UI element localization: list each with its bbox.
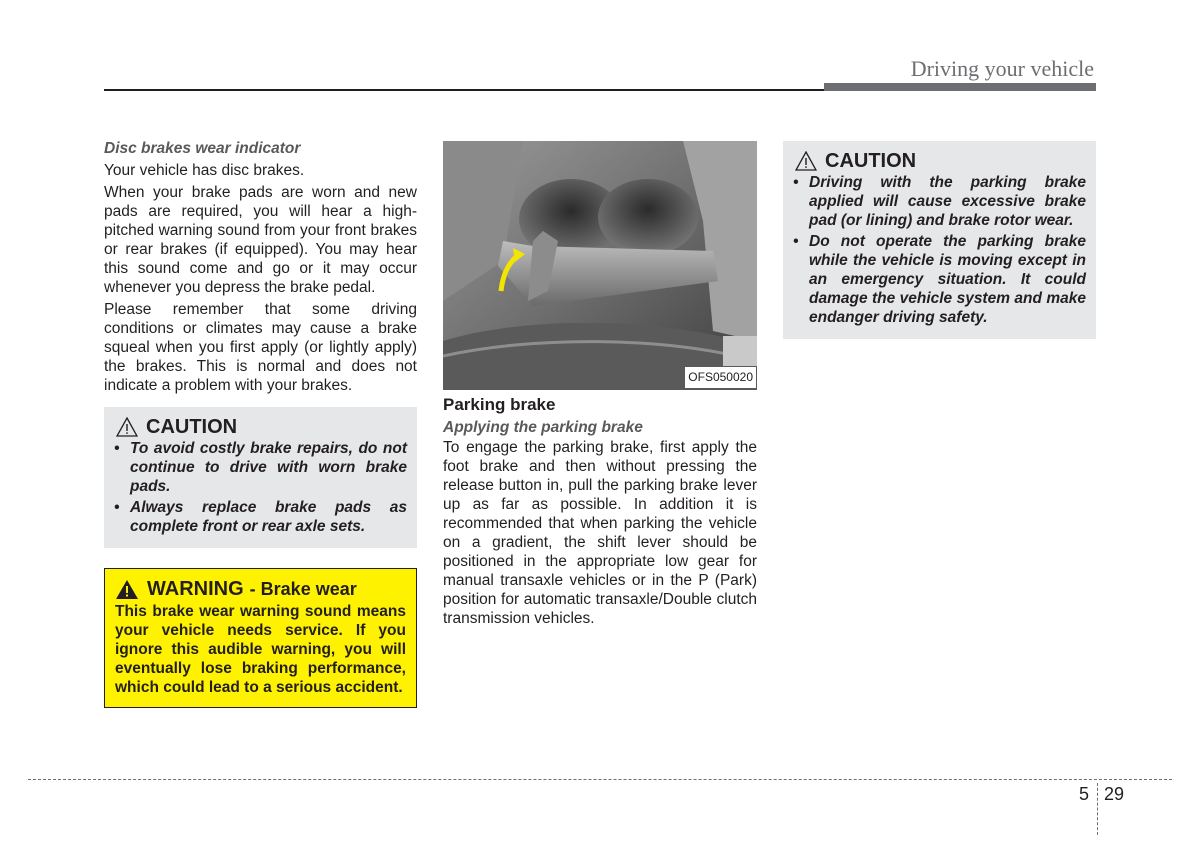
photo-code-label: OFS050020 — [685, 367, 756, 388]
caution-triangle-icon — [116, 417, 138, 437]
disc-brakes-heading: Disc brakes wear indicator — [104, 140, 301, 157]
paragraph: To engage the parking brake, first apply the foot brake and then without pressing the release button in, pull the parking brake lever up as far as possible. In addition it is recommended that when parking the vehicle on a gradient, the shift lever should be positioned in the appropriate low gear for manual transaxle vehicles or in the P (Park) position for automatic transaxle/Double clutch transmission vehicles. — [443, 439, 757, 627]
caution-title: CAUTION — [116, 417, 407, 437]
footer-rule — [28, 779, 1172, 780]
caution-title: CAUTION — [795, 151, 1086, 171]
caution-bullet: • To avoid costly brake repairs, do not continue to drive with worn brake pads. — [114, 440, 407, 495]
caution-triangle-icon — [795, 151, 817, 171]
applying-parking-brake-subheading: Applying the parking brake — [443, 419, 643, 436]
warning-title: WARNING - Brake wear — [115, 579, 406, 600]
column-middle — [443, 141, 757, 628]
paragraph: Please remember that some driving conditions or climates may cause a brake squeal when you first apply (or lightly apply) the brakes. This is normal and does not indicate a problem with your brakes. — [104, 301, 417, 394]
header-rule-accent — [824, 83, 1096, 91]
header-rule — [104, 89, 824, 91]
warning-triangle-icon — [115, 579, 139, 600]
page-header-title: Driving your vehicle — [910, 56, 1094, 81]
warning-box-brake-wear — [104, 568, 417, 708]
parking-brake-photo — [443, 141, 757, 390]
caution-bullet: • Driving with the parking brake applied will cause excessive brake pad (or lining) and brake rotor wear. — [793, 174, 1086, 229]
parking-brake-illustration — [443, 141, 757, 390]
column-right — [783, 141, 1096, 339]
page-number: 29 — [1104, 784, 1125, 804]
caution-bullet: • Always replace brake pads as complete front or rear axle sets. — [114, 499, 407, 535]
caution-box-brake-pads — [104, 407, 417, 548]
warning-body: This brake wear warning sound means your vehicle needs service. If you ignore this audible warning, you will eventually lose braking performance, which could lead to a serious accident. — [115, 603, 406, 696]
column-left — [104, 139, 417, 708]
chapter-number: 5 — [1079, 784, 1090, 804]
paragraph: When your brake pads are worn and new pads are required, you will hear a high-pitched warning sound from your front brakes or rear brakes (if equipped). You may hear this sound come and go or it may occur whenever you depress the brake pedal. — [104, 184, 417, 296]
caution-bullet: • Do not operate the parking brake while the vehicle is moving except in an emergency situation. It could damage the vehicle system and make endanger driving safety. — [793, 233, 1086, 326]
parking-brake-heading: Parking brake — [443, 395, 556, 414]
paragraph: Your vehicle has disc brakes. — [104, 162, 305, 179]
caution-box-parking-brake — [783, 141, 1096, 339]
footer-page-divider — [1097, 783, 1098, 835]
